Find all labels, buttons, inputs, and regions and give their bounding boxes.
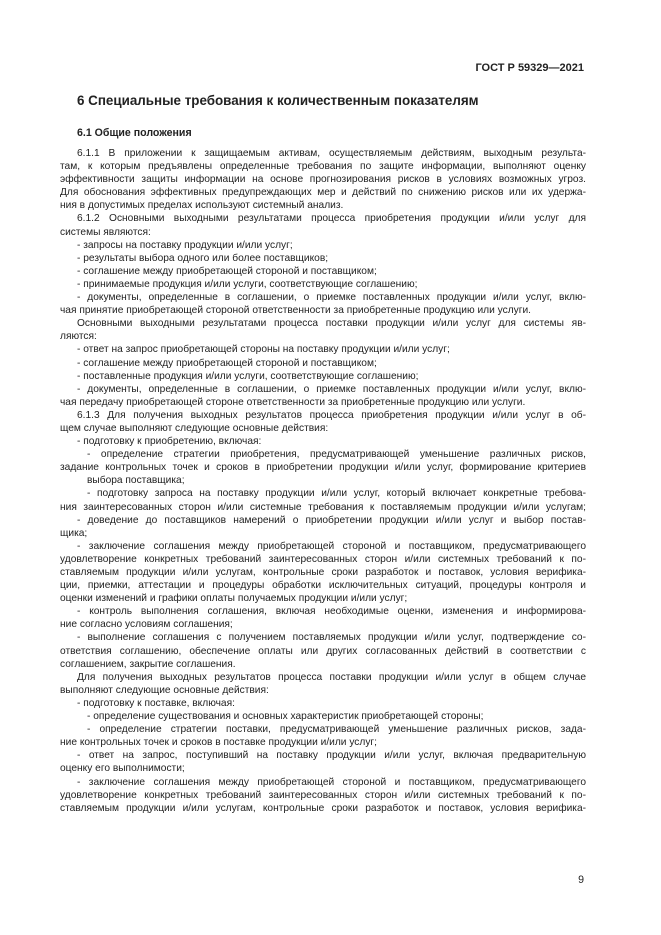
text-line: - ответ на запрос приобретающей стороны на поставку продукции и/или услуг;: [77, 344, 450, 356]
text-line: 6.1.3 Для получения выходных результатов процесса приобретения продукции и/или услуг в об-: [77, 409, 586, 421]
text-line: чая передачу приобретающей стороне ответственности за приобретенные продукцию или услуги.: [60, 396, 526, 408]
text-line: удовлетворение конкретных требований заинтересованных сторон и/или системных требований к по-: [60, 789, 586, 801]
text-line: - принимаемые продукция и/или услуги, соответствующие соглашению;: [77, 278, 418, 290]
text-line: Для получения выходных результатов процесса поставки продукции и/или услуг в общем случае: [77, 671, 586, 683]
text-line: выполняют следующие основные действия:: [60, 684, 269, 696]
text-line: - определение стратегии поставки, предусматривающей уменьшение различных рисков, зада-: [87, 724, 586, 736]
text-line: - запросы на поставку продукции и/или услуг;: [77, 239, 293, 251]
text-line: ние согласно условиям соглашения;: [60, 619, 233, 631]
text-line: там, к которым предъявлены определенные требования по защите информации, выполняют оценку: [60, 161, 586, 173]
text-line: - документы, определенные в соглашении, о приемке поставленных продукции и/или услуг, вклю-: [77, 383, 586, 395]
text-line: оценку его выполнимости;: [60, 763, 185, 775]
text-line: - соглашение между приобретающей стороной и поставщиком;: [77, 357, 377, 369]
text-line: задание контрольных точек и сроков в приобретении продукции и/или услуг, формирование критериев: [60, 462, 586, 474]
body-text: [60, 147, 586, 815]
text-line: ставляемым продукции и/или услугам, контрольные сроки разработок и поставок, условия верифика-: [60, 802, 586, 814]
text-line: ния заинтересованных сторон и/или системные требования к поставляемым продукции и/или услугам;: [60, 501, 586, 513]
text-line: - документы, определенные в соглашении, о приемке поставленных продукции и/или услуг, вклю-: [77, 292, 586, 304]
text-line: системы являются:: [60, 226, 151, 238]
text-line: - подготовку к приобретению, включая:: [77, 436, 262, 448]
text-line: щем случае выполняют следующие основные действия:: [60, 422, 329, 434]
text-line: Основными выходными результатами процесса поставки продукции и/или услуг для системы яв-: [77, 318, 586, 330]
text-line: эффективности защиты информации на основе прогнозирования рисков в условиях возможных угроз.: [60, 174, 586, 186]
text-line: - соглашение между приобретающей стороной и поставщиком;: [77, 265, 377, 277]
text-line: оценки изменений и графики оплаты получаемых продукции и/или услуг;: [60, 593, 408, 605]
text-line: Для обоснования эффективных предупреждающих мер и действий по снижению рисков или их удержа-: [60, 187, 586, 199]
text-line: ответствия соглашению, обеспечение оплаты или других согласованных действий в соответствии с: [60, 645, 586, 657]
text-line: - результаты выбора одного или более поставщиков;: [77, 252, 329, 264]
section-title: 6 Специальные требования к количественным показателям: [77, 93, 479, 108]
text-line: - подготовку запроса на поставку продукции и/или услуг, который включает конкретные требова-: [87, 488, 586, 500]
text-line: - ответ на запрос, поступивший на поставку продукции и/или услуг, включая предварительную: [77, 750, 586, 762]
text-line: 6.1.2 Основными выходными результатами процесса приобретения продукции и/или услуг для: [77, 213, 586, 225]
text-line: - поставленные продукция и/или услуги, соответствующие соглашению;: [77, 370, 419, 382]
text-line: чая принятие приобретающей стороной ответственности за приобретенные продукцию или услуги.: [60, 305, 531, 317]
text-line: - выполнение соглашения с получением поставляемых продукции и/или услуг, подтверждение со-: [77, 632, 586, 644]
text-line: ние контрольных точек и сроков в поставке продукции и/или услуг;: [60, 737, 377, 749]
text-line: удовлетворение конкретных требований заинтересованных сторон и/или системных требований к по-: [60, 553, 586, 565]
text-line: - контроль выполнения соглашения, включая необходимые оценки, изменения и информирова-: [77, 606, 586, 618]
text-line: - определение существования и основных характеристик приобретающей стороны;: [87, 711, 484, 723]
text-line: - заключение соглашения между приобретающей стороной и поставщиком, предусматривающего: [77, 540, 586, 552]
text-line: ляются:: [60, 331, 97, 343]
standard-id: ГОСТ Р 59329—2021: [475, 62, 584, 74]
subsection-title: 6.1 Общие положения: [77, 127, 192, 139]
text-line: - определение стратегии приобретения, предусматривающей уменьшение различных рисков,: [87, 449, 586, 461]
text-line: ния в допустимых пределах используют системный анализ.: [60, 200, 344, 212]
text-line: ции, приемки, аттестации и процедуры обработки исключительных ситуаций, процедуры контроля и: [60, 580, 586, 592]
text-line: - доведение до поставщиков намерений о приобретении продукции и/или услуг и выбор постав-: [77, 514, 586, 526]
text-line: - заключение соглашения между приобретающей стороной и поставщиком, предусматривающего: [77, 776, 586, 788]
text-line: 6.1.1 В приложении к защищаемым активам, осуществляемым действиям, выходным результа-: [77, 148, 586, 159]
text-line: - подготовку к поставке, включая:: [77, 697, 235, 709]
text-line: ставляемым продукции и/или услугам, контрольные сроки разработок и поставок, условия верифика-: [60, 567, 586, 578]
page-number: 9: [578, 874, 584, 886]
text-line: выбора поставщика;: [87, 475, 185, 487]
text-line: щика;: [60, 527, 88, 539]
text-line: соглашением, закрытие соглашения.: [60, 658, 236, 670]
